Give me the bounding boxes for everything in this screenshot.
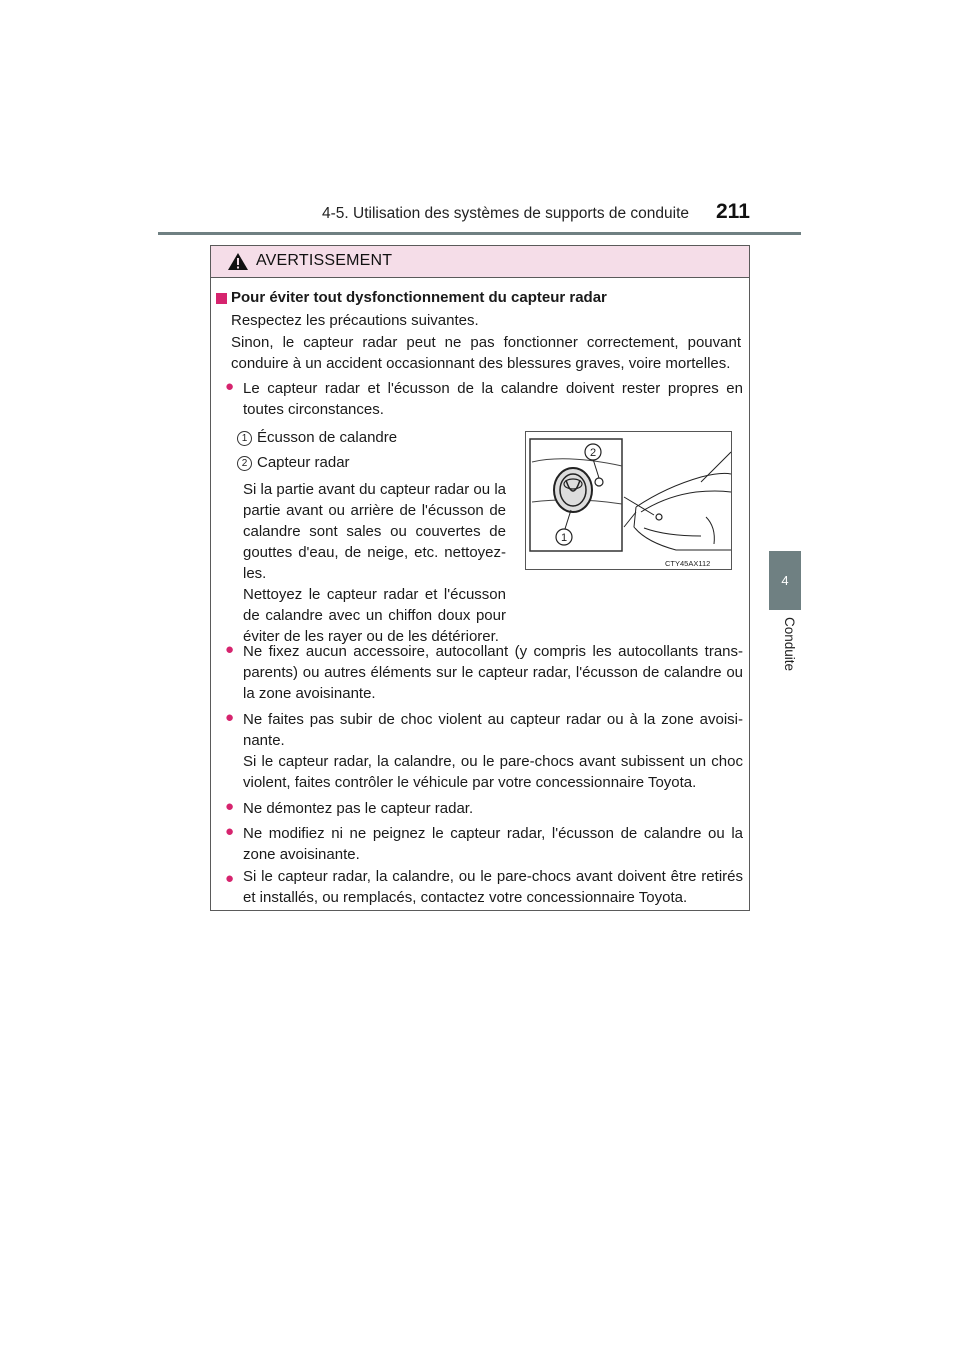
body-text: gouttes d'eau, de neige, etc. nettoyez- (243, 544, 506, 561)
bullet-text: la zone avoisinante. (243, 685, 376, 702)
bullet-text: Ne fixez aucun accessoire, autocollant (y compris les autocollants trans- (243, 643, 743, 660)
bullet-text: Ne démontez pas le capteur radar. (243, 800, 474, 817)
bullet-text: Si le capteur radar, la calandre, ou le pare-chocs avant doivent être retirés (243, 868, 743, 885)
bullet-text: toutes circonstances. (243, 401, 384, 418)
body-text: de calandre avec un chiffon doux pour (243, 607, 506, 624)
radar-sensor-figure (525, 431, 732, 570)
figure-callout-1: 1 (560, 532, 568, 544)
chapter-tab: 4 (769, 551, 801, 610)
body-text: calandre sont sales ou couvertes de (243, 523, 506, 540)
bullet-text: et installés, ou remplacés, contactez votre concessionnaire Toyota. (243, 889, 688, 906)
item-label: Capteur radar (257, 454, 350, 471)
figure-callout-2: 2 (589, 447, 597, 459)
bullet-text: zone avoisinante. (243, 846, 360, 863)
bullet-text: Ne faites pas subir de choc violent au capteur radar ou à la zone avoisi- (243, 711, 743, 728)
warning-triangle-icon (227, 252, 249, 276)
intro-text: Respectez les précautions suivantes. (231, 312, 479, 329)
car-front-illustration (526, 432, 731, 569)
intro-text: Sinon, le capteur radar peut ne pas fonctionner correctement, pouvant (231, 334, 741, 351)
section-title: 4-5. Utilisation des systèmes de supports de conduite (322, 205, 690, 222)
bullet-dot: ● (225, 823, 235, 840)
warning-heading: AVERTISSEMENT (256, 252, 393, 269)
intro-text: conduire à un accident occasionnant des blessures graves, voire mortelles. (231, 355, 731, 372)
bullet-dot: ● (225, 378, 235, 395)
body-text: partie avant ou arrière de l'écusson de (243, 502, 506, 519)
page-number: 211 (716, 200, 750, 223)
figure-code: CTY45AX112 (665, 559, 711, 568)
bullet-text: Le capteur radar et l'écusson de la calandre doivent rester propres en (243, 380, 743, 397)
item-number-badge: 1 (237, 431, 252, 446)
body-text: Si la partie avant du capteur radar ou la (243, 481, 506, 498)
bullet-text: Ne modifiez ni ne peignez le capteur radar, l'écusson de calandre ou la (243, 825, 743, 842)
body-text: Nettoyez le capteur radar et l'écusson (243, 586, 506, 603)
bullet-text: Si le capteur radar, la calandre, ou le pare-chocs avant subissent un choc (243, 753, 743, 770)
body-text: éviter de les rayer ou de les détériorer. (243, 628, 499, 645)
warning-subtitle: Pour éviter tout dysfonctionnement du capteur radar (231, 289, 607, 306)
item-number-badge: 2 (237, 456, 252, 471)
body-text: les. (243, 565, 267, 582)
bullet-text: nante. (243, 732, 285, 749)
chapter-label: Conduite (782, 617, 797, 672)
item-label: Écusson de calandre (257, 429, 398, 446)
bullet-text: violent, faites contrôler le véhicule par votre concessionnaire Toyota. (243, 774, 697, 791)
section-square-bullet (216, 293, 227, 304)
bullet-dot: ● (225, 641, 235, 658)
header-divider (158, 232, 801, 235)
bullet-dot: ● (225, 870, 235, 887)
warning-header (211, 246, 749, 278)
bullet-text: parents) ou autres éléments sur le capteur radar, l'écusson de calandre ou (243, 664, 743, 681)
bullet-dot: ● (225, 798, 235, 815)
bullet-dot: ● (225, 709, 235, 726)
